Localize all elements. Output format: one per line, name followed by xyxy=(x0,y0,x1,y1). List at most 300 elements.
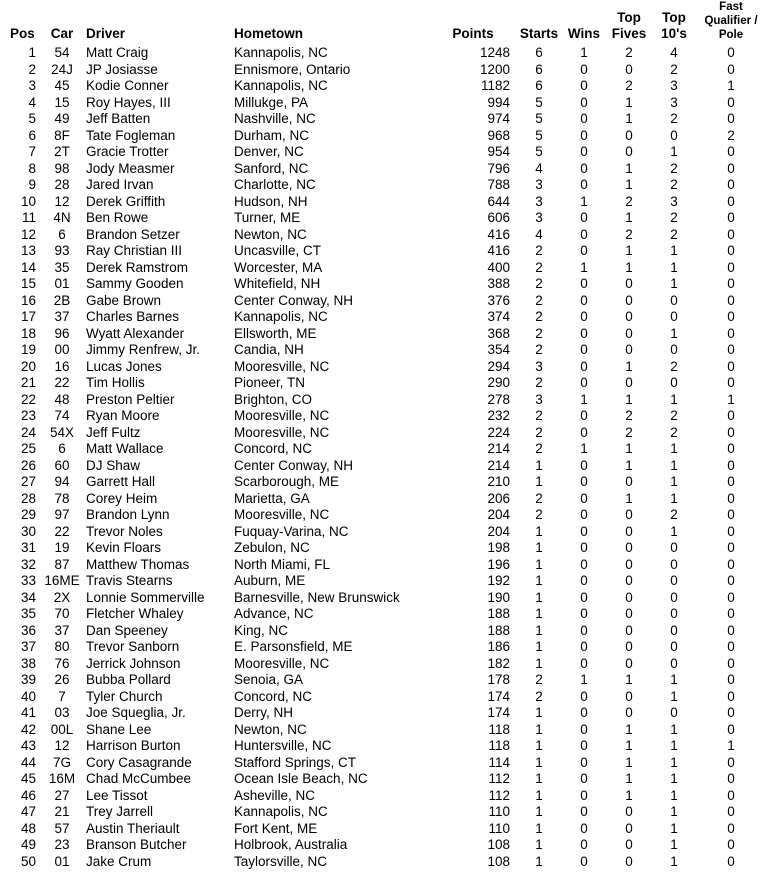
cell-fast-qualifier: 0 xyxy=(727,177,735,192)
cell-wins: 0 xyxy=(580,507,588,522)
cell-top-fives: 0 xyxy=(625,573,633,588)
cell-top-fives: 0 xyxy=(625,474,633,489)
cell-hometown: Kannapolis, NC xyxy=(234,45,328,60)
cell-top-tens: 1 xyxy=(670,523,678,539)
table-row xyxy=(6,656,766,673)
cell-top-tens: 0 xyxy=(670,622,678,638)
cell-top-fives: 1 xyxy=(625,738,633,753)
cell-car: 6 xyxy=(58,441,66,456)
cell-driver: Tyler Church xyxy=(86,688,163,704)
header-pos: Pos xyxy=(10,26,35,41)
cell-top-tens: 0 xyxy=(670,556,678,572)
cell-driver: Jared Irvan xyxy=(86,177,154,192)
cell-points: 204 xyxy=(487,523,510,539)
cell-starts: 2 xyxy=(535,375,543,390)
cell-top-fives: 1 xyxy=(625,441,633,456)
cell-fast-qualifier: 0 xyxy=(727,853,735,869)
cell-driver: JP Josiasse xyxy=(86,61,158,77)
table-row xyxy=(6,359,766,376)
cell-pos: 42 xyxy=(20,721,36,737)
cell-pos: 3 xyxy=(28,78,36,93)
cell-pos: 9 xyxy=(28,177,36,192)
cell-car: 2B xyxy=(53,292,71,308)
cell-hometown: Senoia, GA xyxy=(234,672,304,687)
cell-wins: 0 xyxy=(580,144,588,159)
cell-top-fives: 1 xyxy=(625,210,633,225)
cell-wins: 0 xyxy=(580,127,588,143)
cell-fast-qualifier: 0 xyxy=(727,540,735,555)
table-row xyxy=(6,276,766,293)
cell-driver: Jake Crum xyxy=(86,853,152,869)
cell-pos: 18 xyxy=(20,325,36,341)
cell-driver: Ryan Moore xyxy=(86,408,160,423)
cell-car: 24J xyxy=(51,61,73,77)
cell-driver: Brandon Setzer xyxy=(86,226,180,242)
cell-top-tens: 1 xyxy=(670,325,678,341)
table-row xyxy=(6,326,766,343)
cell-driver: Lonnie Sommerville xyxy=(86,589,205,605)
cell-driver: Joe Squeglia, Jr. xyxy=(86,705,186,720)
cell-pos: 17 xyxy=(20,309,36,324)
cell-driver: DJ Shaw xyxy=(86,457,141,473)
cell-fast-qualifier: 0 xyxy=(727,820,735,836)
cell-fast-qualifier: 0 xyxy=(727,705,735,720)
cell-fast-qualifier: 0 xyxy=(727,226,735,242)
cell-top-tens: 1 xyxy=(670,787,678,803)
table-row xyxy=(6,441,766,458)
cell-starts: 1 xyxy=(535,738,543,753)
cell-wins: 0 xyxy=(580,820,588,836)
table-row xyxy=(6,177,766,194)
cell-pos: 16 xyxy=(20,292,36,308)
cell-pos: 48 xyxy=(20,820,36,836)
table-row xyxy=(6,507,766,524)
cell-hometown: Worcester, MA xyxy=(234,259,323,275)
cell-fast-qualifier: 0 xyxy=(727,210,735,225)
cell-pos: 13 xyxy=(20,243,36,258)
cell-points: 204 xyxy=(487,507,510,522)
cell-pos: 30 xyxy=(20,523,36,539)
cell-top-tens: 0 xyxy=(670,705,678,720)
cell-starts: 3 xyxy=(535,358,543,374)
cell-top-tens: 1 xyxy=(670,688,678,704)
cell-pos: 28 xyxy=(20,490,36,506)
cell-points: 186 xyxy=(487,639,510,654)
cell-hometown: Derry, NH xyxy=(234,705,293,720)
cell-top-fives: 0 xyxy=(625,655,633,671)
cell-car: 01 xyxy=(54,853,70,869)
cell-pos: 1 xyxy=(28,45,36,60)
cell-hometown: Denver, NC xyxy=(234,144,304,159)
table-row xyxy=(6,491,766,508)
cell-top-fives: 0 xyxy=(625,540,633,555)
cell-car: 7 xyxy=(58,688,66,704)
cell-top-tens: 1 xyxy=(670,820,678,836)
cell-top-tens: 0 xyxy=(670,309,678,324)
cell-starts: 2 xyxy=(535,243,543,258)
cell-wins: 0 xyxy=(580,705,588,720)
cell-top-tens: 1 xyxy=(670,853,678,869)
cell-pos: 45 xyxy=(20,771,36,786)
cell-hometown: Mooresville, NC xyxy=(234,424,330,440)
cell-top-tens: 0 xyxy=(670,655,678,671)
cell-wins: 1 xyxy=(580,672,588,687)
header-wins: Wins xyxy=(567,26,601,41)
cell-car: 37 xyxy=(54,309,70,324)
cell-driver: Travis Stearns xyxy=(86,573,173,588)
cell-pos: 12 xyxy=(20,226,36,242)
cell-top-fives: 0 xyxy=(625,556,633,572)
cell-car: 00L xyxy=(50,721,74,737)
cell-top-tens: 3 xyxy=(670,78,678,93)
cell-points: 278 xyxy=(487,391,510,407)
cell-points: 192 xyxy=(487,573,510,588)
cell-top-fives: 0 xyxy=(625,820,633,836)
cell-fast-qualifier: 0 xyxy=(727,259,735,275)
cell-hometown: North Miami, FL xyxy=(234,556,331,572)
cell-wins: 1 xyxy=(580,193,588,209)
cell-driver: Jody Measmer xyxy=(86,160,175,176)
table-row xyxy=(6,111,766,128)
cell-wins: 0 xyxy=(580,490,588,506)
standings-body xyxy=(6,45,766,870)
cell-pos: 34 xyxy=(20,589,36,605)
table-row xyxy=(6,788,766,805)
cell-driver: Sammy Gooden xyxy=(86,276,184,291)
table-row xyxy=(6,474,766,491)
cell-top-tens: 1 xyxy=(670,276,678,291)
cell-car: 78 xyxy=(54,490,70,506)
cell-points: 968 xyxy=(487,127,510,143)
cell-hometown: Fort Kent, ME xyxy=(234,820,318,836)
cell-top-fives: 1 xyxy=(625,94,633,110)
cell-car: 54 xyxy=(54,45,70,60)
cell-wins: 0 xyxy=(580,325,588,341)
cell-driver: Chad McCumbee xyxy=(86,771,192,786)
cell-driver: Matt Craig xyxy=(86,45,149,60)
cell-pos: 41 xyxy=(20,705,36,720)
cell-car: 96 xyxy=(54,325,70,341)
header-fast-qualifier-line1: Fast xyxy=(719,1,743,13)
cell-top-fives: 2 xyxy=(625,408,633,423)
cell-hometown: Advance, NC xyxy=(234,606,314,621)
cell-top-fives: 0 xyxy=(625,688,633,704)
cell-car: 16ME xyxy=(44,573,80,588)
cell-driver: Gabe Brown xyxy=(86,292,162,308)
cell-hometown: Zebulon, NC xyxy=(234,540,310,555)
cell-fast-qualifier: 0 xyxy=(727,639,735,654)
cell-wins: 0 xyxy=(580,342,588,357)
cell-car: 12 xyxy=(54,738,70,753)
cell-top-tens: 0 xyxy=(670,342,678,357)
cell-top-tens: 0 xyxy=(670,573,678,588)
cell-hometown: Kannapolis, NC xyxy=(234,309,328,324)
cell-car: 76 xyxy=(54,655,70,671)
cell-hometown: Millukge, PA xyxy=(234,94,309,110)
cell-wins: 0 xyxy=(580,853,588,869)
cell-starts: 1 xyxy=(535,457,543,473)
cell-starts: 1 xyxy=(535,474,543,489)
cell-driver: Preston Peltier xyxy=(86,391,175,407)
cell-pos: 29 xyxy=(20,507,36,522)
cell-hometown: Kannapolis, NC xyxy=(234,804,328,819)
header-top-fives xyxy=(606,0,652,45)
table-row xyxy=(6,62,766,79)
cell-pos: 2 xyxy=(28,61,36,77)
cell-hometown: Whitefield, NH xyxy=(234,276,321,291)
cell-fast-qualifier: 0 xyxy=(727,160,735,176)
cell-starts: 1 xyxy=(535,721,543,737)
cell-fast-qualifier: 0 xyxy=(727,94,735,110)
cell-wins: 0 xyxy=(580,804,588,819)
cell-top-tens: 0 xyxy=(670,540,678,555)
cell-driver: Ray Christian III xyxy=(86,243,183,258)
cell-hometown: Brighton, CO xyxy=(234,391,313,407)
cell-wins: 1 xyxy=(580,45,588,60)
cell-starts: 1 xyxy=(535,622,543,638)
table-row xyxy=(6,128,766,145)
cell-car: 28 xyxy=(54,177,70,192)
cell-pos: 37 xyxy=(20,639,36,654)
cell-starts: 1 xyxy=(535,837,543,852)
cell-top-tens: 3 xyxy=(670,193,678,209)
cell-wins: 0 xyxy=(580,837,588,852)
cell-hometown: Mooresville, NC xyxy=(234,655,330,671)
header-starts: Starts xyxy=(519,26,559,41)
cell-pos: 24 xyxy=(20,424,36,440)
cell-top-fives: 0 xyxy=(625,705,633,720)
cell-top-tens: 1 xyxy=(670,672,678,687)
cell-driver: Derek Griffith xyxy=(86,193,166,209)
cell-fast-qualifier: 0 xyxy=(727,655,735,671)
table-row xyxy=(6,837,766,854)
cell-top-tens: 2 xyxy=(670,408,678,423)
cell-wins: 0 xyxy=(580,375,588,390)
cell-top-fives: 0 xyxy=(625,837,633,852)
cell-wins: 0 xyxy=(580,556,588,572)
cell-top-fives: 0 xyxy=(625,375,633,390)
cell-top-tens: 2 xyxy=(670,226,678,242)
cell-top-fives: 0 xyxy=(625,523,633,539)
cell-pos: 20 xyxy=(20,358,36,374)
cell-points: 400 xyxy=(487,259,510,275)
cell-wins: 0 xyxy=(580,424,588,440)
cell-hometown: Holbrook, Australia xyxy=(234,837,348,852)
cell-driver: Tim Hollis xyxy=(86,375,145,390)
cell-pos: 32 xyxy=(20,556,36,572)
cell-car: 97 xyxy=(54,507,70,522)
cell-car: 6 xyxy=(58,226,66,242)
cell-car: 01 xyxy=(54,276,70,291)
cell-top-tens: 2 xyxy=(670,358,678,374)
cell-top-tens: 2 xyxy=(670,177,678,192)
cell-hometown: Fuquay-Varina, NC xyxy=(234,523,349,539)
table-row xyxy=(6,375,766,392)
cell-top-fives: 1 xyxy=(625,771,633,786)
cell-wins: 0 xyxy=(580,309,588,324)
cell-top-tens: 1 xyxy=(670,804,678,819)
cell-wins: 0 xyxy=(580,177,588,192)
cell-starts: 1 xyxy=(535,820,543,836)
cell-starts: 3 xyxy=(535,177,543,192)
cell-fast-qualifier: 0 xyxy=(727,606,735,621)
cell-top-tens: 2 xyxy=(670,507,678,522)
cell-starts: 1 xyxy=(535,556,543,572)
cell-car: 21 xyxy=(54,804,70,819)
cell-wins: 0 xyxy=(580,276,588,291)
cell-car: 45 xyxy=(54,78,70,93)
cell-fast-qualifier: 0 xyxy=(727,309,735,324)
cell-points: 110 xyxy=(488,804,510,819)
cell-top-fives: 2 xyxy=(625,78,633,93)
cell-top-tens: 1 xyxy=(670,738,678,753)
cell-points: 182 xyxy=(487,655,510,671)
cell-car: 74 xyxy=(54,408,70,423)
cell-hometown: Concord, NC xyxy=(234,688,313,704)
cell-starts: 5 xyxy=(535,94,543,110)
table-row xyxy=(6,458,766,475)
cell-top-fives: 0 xyxy=(625,853,633,869)
cell-points: 198 xyxy=(487,540,510,555)
cell-points: 210 xyxy=(487,474,510,489)
table-row xyxy=(6,293,766,310)
cell-car: 00 xyxy=(54,342,70,357)
cell-top-fives: 1 xyxy=(625,754,633,770)
cell-top-tens: 1 xyxy=(670,457,678,473)
cell-hometown: Ellsworth, ME xyxy=(234,325,317,341)
cell-points: 1182 xyxy=(480,78,510,93)
cell-starts: 3 xyxy=(535,391,543,407)
cell-fast-qualifier: 0 xyxy=(727,688,735,704)
cell-hometown: Hudson, NH xyxy=(234,193,308,209)
table-row xyxy=(6,672,766,689)
cell-points: 974 xyxy=(487,111,510,126)
cell-pos: 27 xyxy=(20,474,36,489)
cell-wins: 0 xyxy=(580,771,588,786)
cell-wins: 0 xyxy=(580,540,588,555)
cell-starts: 2 xyxy=(535,276,543,291)
cell-fast-qualifier: 0 xyxy=(727,276,735,291)
cell-car: 54X xyxy=(49,424,75,440)
cell-wins: 0 xyxy=(580,655,588,671)
table-row xyxy=(6,342,766,359)
cell-hometown: Turner, ME xyxy=(234,210,301,225)
cell-driver: Garrett Hall xyxy=(86,474,156,489)
cell-points: 376 xyxy=(487,292,510,308)
cell-pos: 11 xyxy=(21,210,36,225)
cell-car: 57 xyxy=(54,820,70,836)
table-row xyxy=(6,194,766,211)
cell-top-fives: 0 xyxy=(625,61,633,77)
cell-hometown: Mooresville, NC xyxy=(234,408,330,423)
cell-starts: 3 xyxy=(535,193,543,209)
cell-wins: 0 xyxy=(580,787,588,803)
cell-starts: 5 xyxy=(535,127,543,143)
cell-wins: 1 xyxy=(580,391,588,407)
cell-pos: 38 xyxy=(20,655,36,671)
cell-wins: 0 xyxy=(580,292,588,308)
cell-fast-qualifier: 0 xyxy=(727,325,735,341)
cell-hometown: Mooresville, NC xyxy=(234,507,330,522)
cell-fast-qualifier: 0 xyxy=(727,589,735,605)
table-row xyxy=(6,392,766,409)
table-row xyxy=(6,210,766,227)
cell-hometown: Barnesville, New Brunswick xyxy=(234,589,400,605)
cell-starts: 2 xyxy=(535,342,543,357)
cell-points: 188 xyxy=(487,622,510,638)
cell-car: 80 xyxy=(54,639,70,654)
cell-points: 214 xyxy=(487,457,510,473)
cell-top-fives: 1 xyxy=(625,259,633,275)
cell-pos: 10 xyxy=(20,193,36,209)
cell-top-fives: 1 xyxy=(625,391,633,407)
cell-car: 27 xyxy=(54,787,70,803)
cell-starts: 2 xyxy=(535,259,543,275)
table-row xyxy=(6,821,766,838)
cell-points: 290 xyxy=(487,375,510,390)
cell-hometown: Durham, NC xyxy=(234,127,310,143)
cell-hometown: E. Parsonsfield, ME xyxy=(234,639,353,654)
cell-starts: 5 xyxy=(535,111,543,126)
cell-fast-qualifier: 0 xyxy=(727,243,735,258)
cell-car: 60 xyxy=(54,457,70,473)
table-row xyxy=(6,161,766,178)
cell-starts: 1 xyxy=(535,655,543,671)
table-row xyxy=(6,408,766,425)
cell-wins: 0 xyxy=(580,589,588,605)
cell-hometown: Scarborough, ME xyxy=(234,474,340,489)
cell-top-tens: 2 xyxy=(670,111,678,126)
cell-points: 108 xyxy=(487,837,510,852)
cell-points: 644 xyxy=(487,193,510,209)
cell-car: 22 xyxy=(54,375,70,390)
cell-top-fives: 1 xyxy=(625,177,633,192)
cell-fast-qualifier: 0 xyxy=(727,804,735,819)
cell-wins: 0 xyxy=(580,111,588,126)
cell-starts: 4 xyxy=(535,226,543,242)
cell-car: 15 xyxy=(54,94,70,110)
cell-starts: 4 xyxy=(535,160,543,176)
cell-points: 354 xyxy=(487,342,510,357)
cell-top-tens: 1 xyxy=(670,243,678,258)
cell-car: 8F xyxy=(54,127,70,143)
cell-car: 12 xyxy=(54,193,70,209)
cell-hometown: Huntersville, NC xyxy=(234,738,332,753)
cell-starts: 1 xyxy=(535,540,543,555)
cell-driver: Trevor Noles xyxy=(86,523,163,539)
header-fast-qualifier-line2: Qualifier / xyxy=(704,15,758,27)
cell-fast-qualifier: 0 xyxy=(727,408,735,423)
cell-wins: 0 xyxy=(580,61,588,77)
cell-starts: 2 xyxy=(535,408,543,423)
cell-points: 232 xyxy=(487,408,510,423)
cell-pos: 39 xyxy=(20,672,36,687)
cell-fast-qualifier: 1 xyxy=(727,738,735,753)
cell-driver: Austin Theriault xyxy=(86,820,180,836)
table-row xyxy=(6,804,766,821)
cell-hometown: Auburn, ME xyxy=(234,573,306,588)
cell-top-tens: 2 xyxy=(670,61,678,77)
cell-pos: 22 xyxy=(20,391,36,407)
cell-wins: 0 xyxy=(580,606,588,621)
cell-driver: Fletcher Whaley xyxy=(86,606,184,621)
cell-pos: 47 xyxy=(20,804,36,819)
cell-top-fives: 1 xyxy=(625,721,633,737)
cell-driver: Branson Butcher xyxy=(86,837,187,852)
cell-driver: Lucas Jones xyxy=(86,358,162,374)
table-row xyxy=(6,78,766,95)
cell-hometown: Sanford, NC xyxy=(234,160,309,176)
